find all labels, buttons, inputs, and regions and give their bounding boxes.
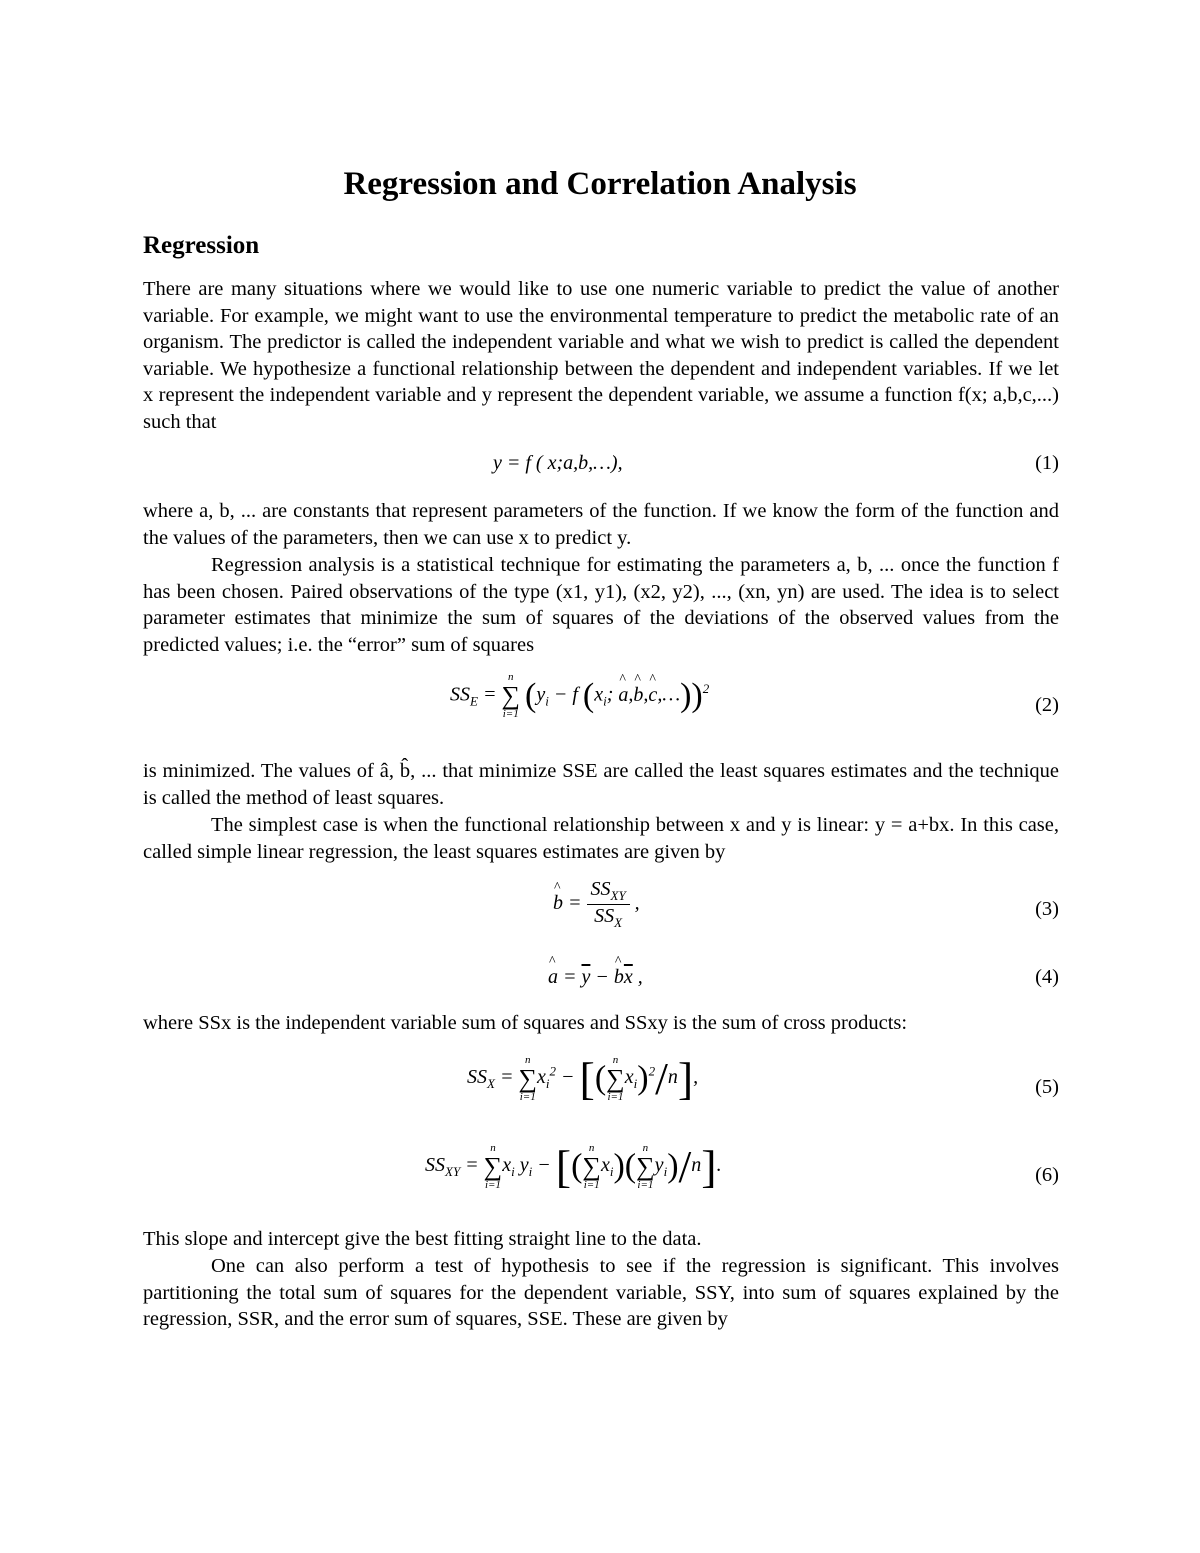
equation-4 <box>143 966 1059 996</box>
equation-2 <box>143 672 1059 742</box>
equation-5-number: (5) <box>1035 1076 1059 1098</box>
equation-6-body: $SS_{XY}$ = n ∑ i=1 $x_i$ $y_i$ − [( n ∑ i=1 $x_i$)( n ∑ i=1 $y_i)/n$]. <box>425 1141 722 1192</box>
equation-3-body: ^ b = $\frac{SS_{XY}}{SS_X}$ , <box>553 878 640 931</box>
equation-5-body: $SS_X$ = n ∑ i=1 $x_i^2$ − [( n ∑ i=1 $x_i)^2/n$], <box>467 1053 699 1104</box>
equation-1-number: (1) <box>1035 452 1059 474</box>
page-title: Regression and Correlation Analysis <box>343 166 857 202</box>
section-heading: Regression <box>143 232 260 259</box>
equation-1-body: y = f ( x;a,b,…), <box>493 452 623 474</box>
equation-2-body: $SS_E$ = n ∑ i=1 ($y_i - f$ ($x_i$; ^ a,^ b,^ c,…))$^2$ <box>450 672 709 720</box>
equation-3-number: (3) <box>1035 898 1059 920</box>
equation-2-number: (2) <box>1035 694 1059 716</box>
equation-3 <box>143 878 1059 944</box>
paragraph-parameters: where a, b, ... are constants that represent parameters of the function. If we know the form of the function and the values of the parameters, then we can use x to predict y. <box>143 500 1059 549</box>
equation-4-body: ^ $a = \overline{y}$ − ^ $b\overline{x}$ , <box>548 966 643 989</box>
paragraph-least-squares: is minimized. The values of â, b̂, ... that minimize SSE are called the least squares estimates and the technique is called the method of least squares. <box>143 760 1059 809</box>
equation-6-number: (6) <box>1035 1164 1059 1186</box>
equation-6 <box>143 1140 1059 1210</box>
equation-4-number: (4) <box>1035 966 1059 988</box>
paragraph-sums-definition: where SSx is the independent variable sum of squares and SSxy is the sum of cross products: <box>143 1012 908 1034</box>
paragraph-simple-linear: The simplest case is when the functional relationship between x and y is linear: y = a+bx. In this case, called simple linear regression, the least squares estimates are given by <box>143 814 1059 863</box>
paragraph-best-fit: This slope and intercept give the best fitting straight line to the data. <box>143 1228 702 1250</box>
paragraph-regression-analysis: Regression analysis is a statistical technique for estimating the parameters a, b, ... once the function f has been chosen. Paired observations of the type (x1, y1), (x2, y2), ..., (xn, yn) are used. The idea is to select parameter estimates that minimize the sum of squares of the deviations of the observed values from the predicted values; i.e. the “error” sum of squares <box>143 554 1059 656</box>
equation-5 <box>143 1052 1059 1122</box>
intro-paragraph: There are many situations where we would like to use one numeric variable to predict the value of another variable. For example, we might want to use the environmental temperature to predict the metabolic rate of an organism. The predictor is called the independent variable and what we wish to predict is called the dependent variable. We hypothesize a functional relationship between the dependent and independent variables. If we let x represent the independent variable and y represent the dependent variable, we assume a function f(x; a,b,c,...) such that <box>143 278 1059 433</box>
paragraph-hypothesis-test: One can also perform a test of hypothesis to see if the regression is significant. This involves partitioning the total sum of squares for the dependent variable, SSY, into sum of squares explained by the regression, SSR, and the error sum of squares, SSE. These are given by <box>143 1255 1059 1330</box>
